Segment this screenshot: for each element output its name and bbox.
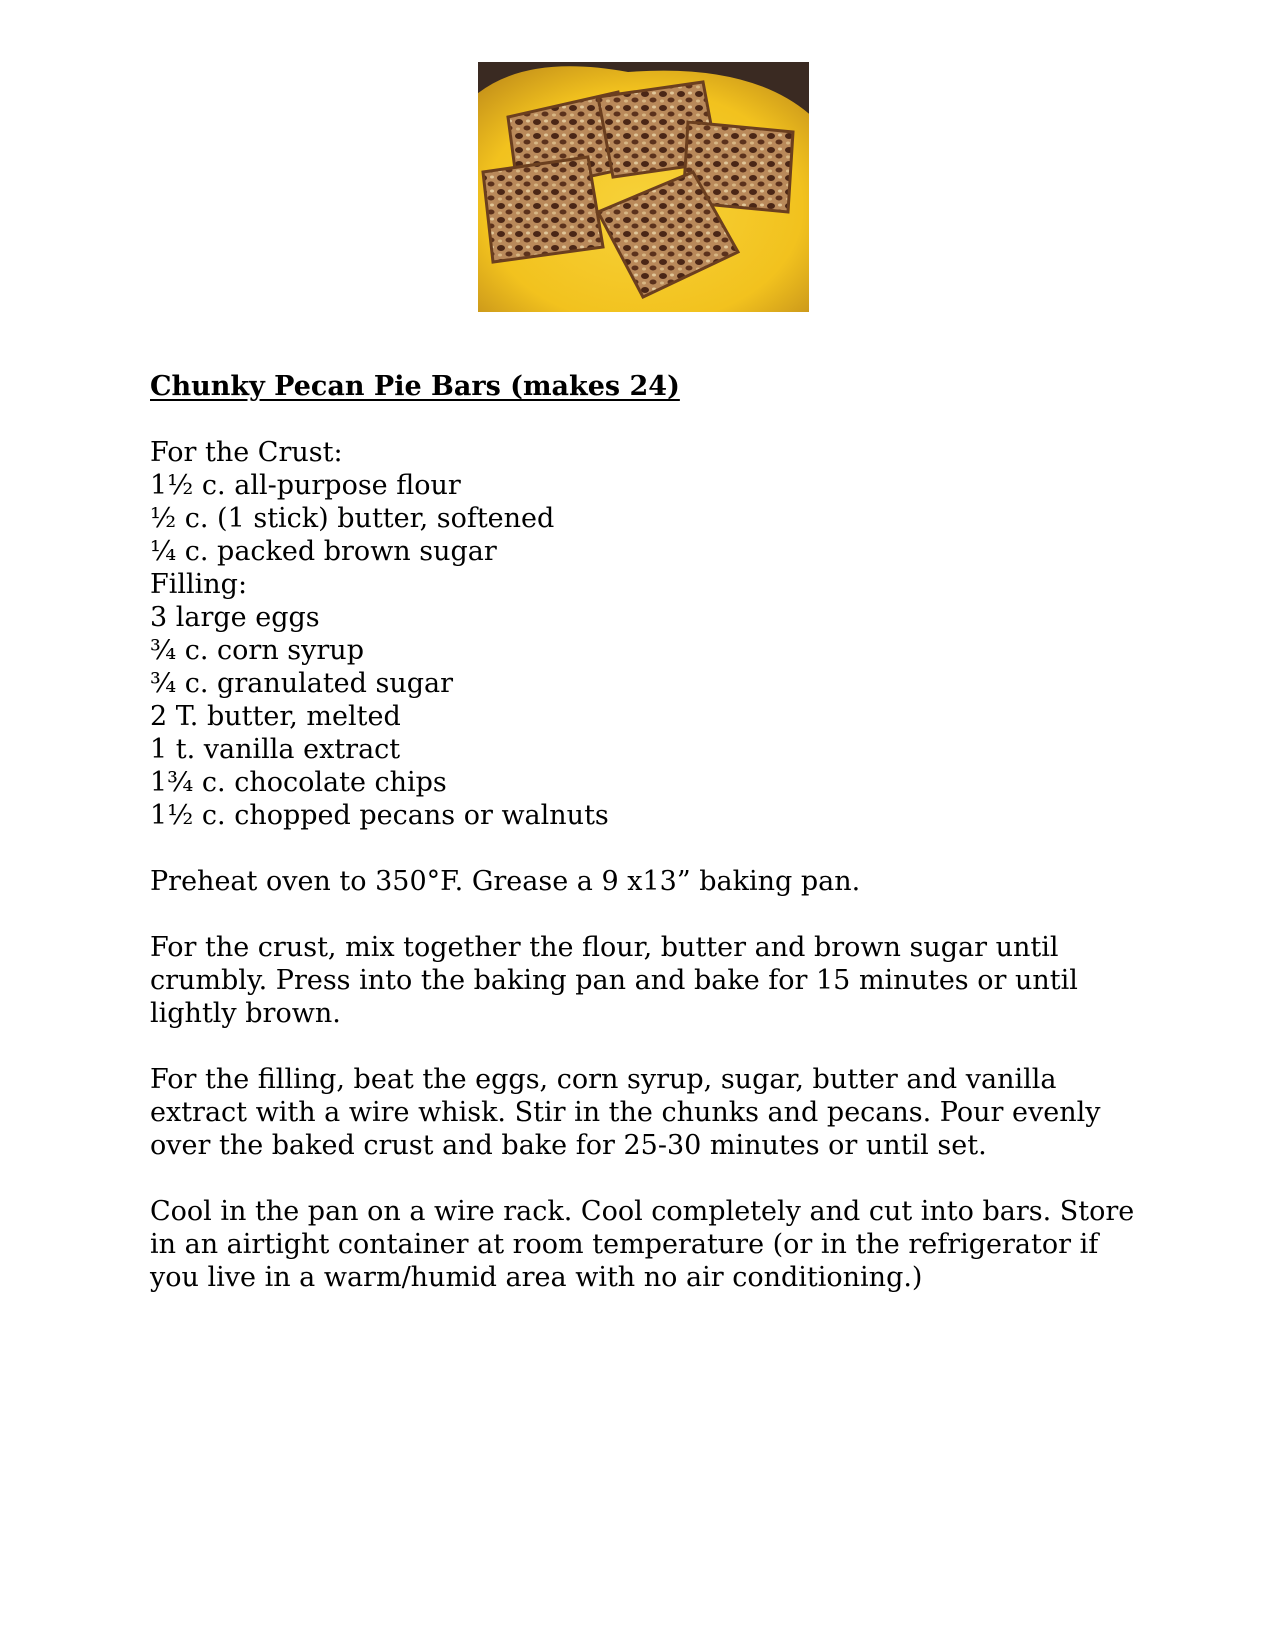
step-crust: For the crust, mix together the flour, butter and brown sugar until crumbly. Press into the baking pan and bake for 15 minutes or until lightly brown.	[150, 932, 1078, 1029]
ingredient-line: 1½ c. all-purpose flour	[150, 470, 461, 501]
step-preheat: Preheat oven to 350°F. Grease a 9 x13” baking pan.	[150, 866, 861, 897]
recipe-document	[150, 370, 1150, 1327]
recipe-title: Chunky Pecan Pie Bars (makes 24)	[150, 371, 680, 402]
ingredient-line: 2 T. butter, melted	[150, 701, 401, 732]
ingredient-line: ¾ c. corn syrup	[150, 635, 364, 666]
recipe-photo	[478, 62, 809, 312]
crust-ingredient-list	[150, 469, 1150, 568]
ingredient-line: 1½ c. chopped pecans or walnuts	[150, 800, 609, 831]
ingredient-line: ½ c. (1 stick) butter, softened	[150, 503, 555, 534]
pecan-bars-illustration	[478, 62, 809, 312]
crust-heading: For the Crust:	[150, 437, 343, 468]
pecan-bar	[483, 157, 603, 262]
ingredient-line: ¼ c. packed brown sugar	[150, 536, 497, 567]
ingredient-line: 3 large eggs	[150, 602, 320, 633]
ingredient-line: 1 t. vanilla extract	[150, 734, 401, 765]
ingredient-line: 1¾ c. chocolate chips	[150, 767, 447, 798]
ingredient-line: ¾ c. granulated sugar	[150, 668, 454, 699]
filling-heading: Filling:	[150, 569, 248, 600]
step-cool: Cool in the pan on a wire rack. Cool completely and cut into bars. Store in an airtight container at room temperature (or in the refrigerator if you live in a warm/humid area with no air conditioning.)	[150, 1196, 1135, 1293]
filling-ingredient-list	[150, 601, 1150, 832]
step-filling: For the filling, beat the eggs, corn syrup, sugar, butter and vanilla extract with a wire whisk. Stir in the chunks and pecans. Pour evenly over the baked crust and bake for 25-30 minutes or until set.	[150, 1064, 1101, 1161]
